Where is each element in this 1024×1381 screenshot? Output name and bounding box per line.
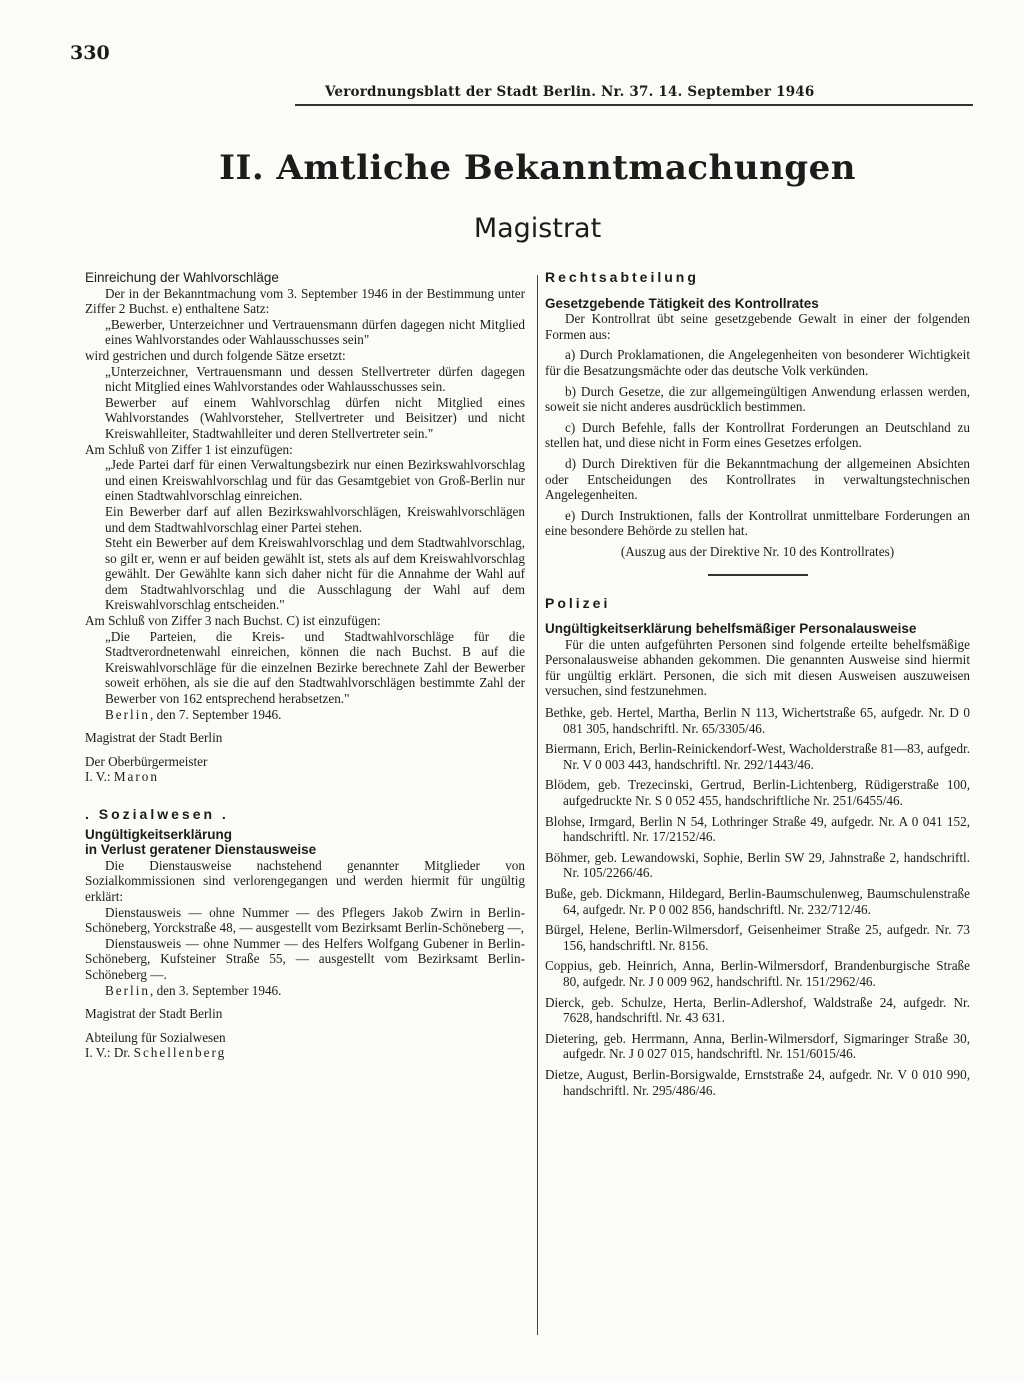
wahl-quote-3b: Ein Bewerber darf auf allen Bezirkswahlvorschlägen, Kreiswahlvorschlägen und dem Stadtwahlvorschlag einer Partei stehen. bbox=[105, 503, 525, 535]
polizei-entry: Buße, geb. Dickmann, Hildegard, Berlin-Baumschulenweg, Baumschulenstraße 64, aufgedr. Nr. P 0 002 856, handschriftl. Nr. 232/712/46. bbox=[545, 886, 970, 917]
polizei-entry: Dierck, geb. Schulze, Herta, Berlin-Adlershof, Waldstraße 24, aufgedr. Nr. 7628, handschriftl. Nr. 43 631. bbox=[545, 994, 970, 1026]
wahl-heading: Einreichung der Wahlvorschläge bbox=[85, 270, 279, 285]
polizei-entry: Coppius, geb. Heinrich, Anna, Berlin-Wilmersdorf, Brandenburgische Straße 80, aufgedr. Nr. J 0 009 962, handschriftl. Nr. 151/2962/46. bbox=[545, 958, 970, 989]
sozial-paragraph-2: Dienstausweis — ohne Nummer — des Pflegers Jakob Zwirn in Berlin-Schöneberg, Yorckstraße 48, — ausgestellt vom Bezirksamt Berlin-Schöneberg —, bbox=[85, 904, 525, 936]
polizei-entry: Böhmer, geb. Lewandowski, Sophie, Berlin SW 29, Jahnstraße 2, handschriftl. Nr. 105/2266/46. bbox=[545, 849, 970, 881]
sozial-paragraph-1: Die Dienstausweise nachstehend genannter Mitglieder von Sozialkommissionen sind verlorengegangen und werden hiermit für ungültig erklärt: bbox=[85, 857, 525, 904]
polizei-entry: Blödem, geb. Trezecinski, Gertrud, Berlin-Lichtenberg, Rüdigerstraße 100, aufgedruckte Nr. S 0 052 455, handschriftliche Nr. 251/6455/46. bbox=[545, 777, 970, 809]
column-divider bbox=[537, 275, 538, 1335]
wahl-paragraph-1: Der in der Bekanntmachung vom 3. September 1946 in der Bestimmung unter Ziffer 2 Buchst. e) enthaltene Satz: bbox=[85, 285, 525, 317]
wahl-quote-3a: „Jede Partei darf für einen Verwaltungsbezirk nur einen Bezirkswahlvorschlag und einen Kreiswahlvorschlag und für das Gesamtgebiet von Groß-Berlin nur einen Stadtwahlvorschlag einreichen. bbox=[105, 457, 525, 504]
recht-intro: Der Kontrollrat übt seine gesetzgebende Gewalt in einer der folgenden Formen aus: bbox=[545, 311, 970, 342]
recht-subheading: Gesetzgebende Tätigkeit des Kontrollrates bbox=[545, 295, 819, 311]
sozial-paragraph-3: Dienstausweis — ohne Nummer — des Helfers Wolfgang Gubener in Berlin-Schöneberg, Kufsteiner Straße 55, — ausgestellt vom Bezirksamt Berlin-Schöneberg —. bbox=[85, 935, 525, 982]
sozial-subheading-1: Ungültigkeitserklärung bbox=[85, 826, 233, 842]
wahl-sig-prefix: I. V.: bbox=[85, 769, 114, 785]
polizei-entry: Bürgel, Helene, Berlin-Wilmersdorf, Geisenheimer Straße 25, aufgedr. Nr. 73 156, handschriftl. Nr. 8156. bbox=[545, 922, 970, 953]
wahl-paragraph-3: Am Schluß von Ziffer 1 ist einzufügen: bbox=[85, 441, 293, 457]
right-column bbox=[545, 270, 970, 1103]
wahl-date-line bbox=[85, 707, 525, 723]
wahl-quote-2b: Bewerber auf einem Wahlvorschlag dürfen nicht Mitglied eines Wahlvorstandes (Wahlvorsteher, Stellvertreter und Beisitzer) und nicht Kreiswahlleiter, Stadtwahlleiter und deren Stellvertreter sein." bbox=[105, 394, 525, 441]
polizei-subheading: Ungültigkeitserklärung behelfsmäßiger Personalausweise bbox=[545, 621, 917, 637]
polizei-entry: Blohse, Irmgard, Berlin N 54, Lothringer Straße 49, aufgedr. Nr. A 0 041 152, handschriftl. Nr. 17/2152/46. bbox=[545, 813, 970, 845]
recht-source: (Auszug aus der Direktive Nr. 10 des Kontrollrates) bbox=[620, 543, 895, 559]
wahl-quote-4: „Die Parteien, die Kreis- und Stadtwahlvorschläge für die Stadtverordnetenwahl einreichen, können die nach Buchst. B auf die Kreiswahlvorschläge für die einzelnen Bezirke berechnete Zahl der Bewerber soweit erhöhen, als sie die auf den Stadtwahlvorschlägen bestimmte Zahl der Bewerber von 162 entsprechend herabsetzen." bbox=[105, 628, 525, 707]
wahl-signature-1: Magistrat der Stadt Berlin bbox=[85, 730, 223, 746]
wahl-paragraph-2: wird gestrichen und durch folgende Sätze ersetzt: bbox=[85, 347, 346, 363]
polizei-intro: Für die unten aufgeführten Personen sind folgende erteilte behelfsmäßige Personalausweise abhanden gekommen. Die genannten Ausweise sind hiermit für ungültig erklärt. Personen, die sich mit diesen Ausweisen auszuweisen versuchen, sind festzunehmen. bbox=[545, 636, 970, 699]
polizei-heading: Polizei bbox=[545, 594, 611, 611]
sozial-sig-prefix: I. V.: Dr. bbox=[85, 1045, 134, 1061]
polizei-entry: Dietze, August, Berlin-Borsigwalde, Ernststraße 24, aufgedr. Nr. V 0 010 990, handschriftl. Nr. 295/486/46. bbox=[545, 1066, 970, 1098]
wahl-date-rest: , den 7. September 1946. bbox=[149, 706, 282, 722]
sozial-date-rest: , den 3. September 1946. bbox=[149, 982, 282, 998]
recht-item-e: e) Durch Instruktionen, falls der Kontrollrat unmittelbare Forderungen an eine besondere Behörde zu stellen hat. bbox=[545, 507, 970, 539]
sozial-date-city: Berlin bbox=[105, 982, 150, 998]
polizei-entry: Dietering, geb. Herrmann, Anna, Berlin-Wilmersdorf, Sigmaringer Straße 30, aufgedr. Nr. J 0 027 015, handschriftl. Nr. 151/6015/46. bbox=[545, 1030, 970, 1062]
section-rule bbox=[708, 574, 808, 576]
header-rule bbox=[295, 104, 973, 106]
sozial-sig-name: Schellenberg bbox=[133, 1045, 227, 1061]
left-column bbox=[85, 270, 525, 1061]
sozial-subheading-2: in Verlust geratener Dienstausweise bbox=[85, 842, 317, 858]
page-number: 330 bbox=[70, 42, 110, 64]
wahl-date-city: Berlin bbox=[105, 706, 150, 722]
recht-item-b: b) Durch Gesetze, die zur allgemeingültigen Anwendung erlassen werden, soweit sie nicht anderes ausdrücklich bestimmen. bbox=[545, 383, 970, 415]
wahl-paragraph-4: Am Schluß von Ziffer 3 nach Buchst. C) ist einzufügen: bbox=[85, 613, 381, 629]
recht-item-a: a) Durch Proklamationen, die Angelegenheiten von besonderer Wichtigkeit für die Besatzungsmächte oder das deutsche Volk verkünden. bbox=[545, 347, 970, 378]
page-header bbox=[0, 0, 1024, 110]
recht-heading: Rechtsabteilung bbox=[545, 269, 699, 285]
sozial-heading: . Sozialwesen . bbox=[85, 806, 229, 822]
wahl-signature-3 bbox=[85, 769, 525, 785]
wahl-quote-2a: „Unterzeichner, Vertrauensmann und dessen Stellvertreter dürfen dagegen nicht Mitglied eines Wahlvorstandes oder Wahlausschusses sein. bbox=[105, 363, 525, 395]
sozial-signature-3 bbox=[85, 1045, 525, 1061]
wahl-sig-name: Maron bbox=[113, 769, 159, 785]
running-header-title: Verordnungsblatt der Stadt Berlin. Nr. 37. 14. September 1946 bbox=[325, 84, 815, 100]
section-title: II. Amtliche Bekanntmachungen bbox=[219, 148, 856, 188]
polizei-entry: Bethke, geb. Hertel, Martha, Berlin N 113, Wichertstraße 65, aufgedr. Nr. D 0 081 305, handschriftl. Nr. 65/3305/46. bbox=[545, 705, 970, 736]
subsection-title: Magistrat bbox=[473, 213, 602, 244]
recht-item-d: d) Durch Direktiven für die Bekanntmachung der allgemeinen Absichten oder Entscheidungen des Kontrollrates in verwaltungstechnischen Angelegenheiten. bbox=[545, 455, 970, 503]
sozial-signature-1: Magistrat der Stadt Berlin bbox=[85, 1006, 223, 1022]
wahl-quote-1: „Bewerber, Unterzeichner und Vertrauensmann dürfen dagegen nicht Mitglied eines Wahlvorstandes oder Wahlausschusses sein" bbox=[105, 316, 525, 348]
recht-item-c: c) Durch Befehle, falls der Kontrollrat Forderungen an Deutschland zu stellen hat, und diese nicht in Form eines Gesetzes erfolgen. bbox=[545, 419, 970, 451]
wahl-quote-3c: Steht ein Bewerber auf dem Kreiswahlvorschlag und dem Stadtwahlvorschlag, so gilt er, wenn er auf beiden gewählt ist, stets als auf dem Kreiswahlvorschlag gewählt. Der Gewählte kann sich daher nicht für die Annahme der Wahl auf dem Stadtwahlvorschlag und die Ausschlagung der Wahl auf dem Kreiswahlvorschlag entscheiden." bbox=[105, 535, 525, 613]
wahl-signature-2: Der Oberbürgermeister bbox=[85, 753, 208, 769]
polizei-entry: Biermann, Erich, Berlin-Reinickendorf-West, Wacholderstraße 81—83, aufgedr. Nr. V 0 003 443, handschriftl. Nr. 292/1443/46. bbox=[545, 741, 970, 772]
sozial-signature-2: Abteilung für Sozialwesen bbox=[85, 1029, 226, 1045]
sozial-date-line bbox=[85, 983, 525, 999]
